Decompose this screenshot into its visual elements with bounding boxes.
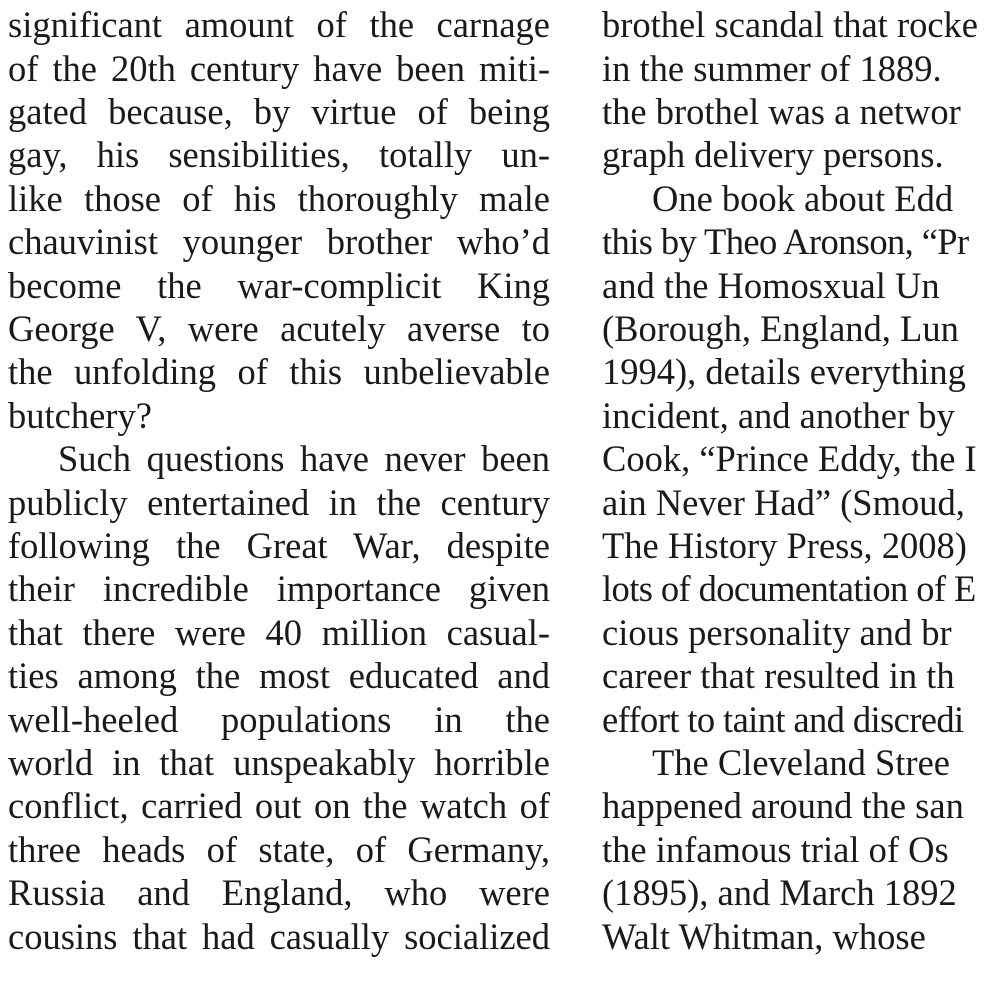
text-line: three heads of state, of Germany, (8, 829, 550, 870)
paragraph-start-line: One book about Edd (652, 178, 954, 219)
text-line: ain Never Had” (Smoud, (602, 482, 965, 523)
text-line: following the Great War, despite (8, 525, 550, 566)
text-line: Russia and England, who were (8, 872, 550, 913)
text-line: publicly entertained in the century (8, 482, 550, 523)
text-line: graph delivery persons. (602, 134, 944, 175)
text-line: butchery? (8, 395, 152, 436)
text-line: the infamous trial of Os (602, 829, 949, 870)
text-line: well-heeled populations in the (8, 699, 550, 740)
text-line: gated because, by virtue of being (8, 91, 550, 132)
text-line: this by Theo Aronson, “Pr (602, 221, 969, 262)
text-line: like those of his thoroughly male (8, 178, 550, 219)
text-line: and the Homosxual Un (602, 265, 940, 306)
text-line: (Borough, England, Lun (602, 308, 959, 349)
text-line: that there were 40 million casual- (8, 612, 550, 653)
text-line: of the 20th century have been miti- (8, 48, 550, 89)
text-line: chauvinist younger brother who’d (8, 221, 550, 262)
text-line: world in that unspeakably horrible (8, 742, 550, 783)
text-line: cousins that had casually socialized (8, 916, 550, 957)
text-line: The History Press, 2008) (602, 525, 967, 566)
text-line: Walt Whitman, whose (602, 916, 926, 957)
text-line: lots of documentation of E (602, 568, 976, 609)
text-line: career that resulted in th (602, 655, 955, 696)
text-line: George V, were acutely averse to (8, 308, 550, 349)
text-line: 1994), details everything (602, 351, 966, 392)
text-line: the unfolding of this unbelievable (8, 351, 550, 392)
text-line: incident, and another by (602, 395, 955, 436)
text-line: Cook, “Prince Eddy, the I (602, 438, 977, 479)
paragraph-start-line: Such questions have never been (58, 438, 550, 479)
text-line: (1895), and March 1892 (602, 872, 957, 913)
text-line: conflict, carried out on the watch of (8, 785, 550, 826)
text-line: happened around the san (602, 785, 964, 826)
paragraph-start-line: The Cleveland Stree (652, 742, 950, 783)
text-line: in the summer of 1889. (602, 48, 942, 89)
text-line: effort to taint and discredi (602, 699, 964, 740)
text-line: their incredible importance given (8, 568, 550, 609)
text-line: cious personality and br (602, 612, 952, 653)
text-line: gay, his sensibilities, totally un- (8, 134, 550, 175)
text-line: ties among the most educated and (8, 655, 550, 696)
text-line: become the war-complicit King (8, 265, 550, 306)
text-line: brothel scandal that rocke (602, 4, 978, 45)
text-line: significant amount of the carnage (8, 4, 550, 45)
text-line: the brothel was a networ (602, 91, 961, 132)
